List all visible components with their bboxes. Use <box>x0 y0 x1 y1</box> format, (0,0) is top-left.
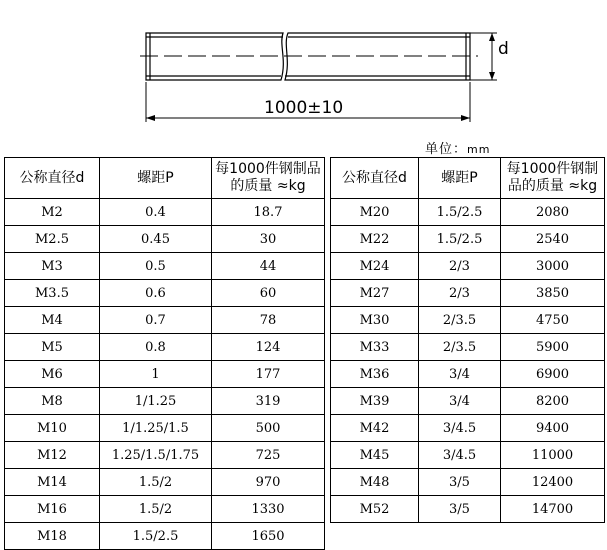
cell-size: M12 <box>5 442 100 469</box>
table-row <box>331 253 605 280</box>
cell-pitch: 3/4 <box>419 388 501 415</box>
cell-size: M2 <box>5 199 100 226</box>
table-row <box>5 280 325 307</box>
cell-size: M48 <box>331 469 419 496</box>
table-row <box>331 307 605 334</box>
cell-pitch: 2/3 <box>419 280 501 307</box>
cell-size: M20 <box>331 199 419 226</box>
cell-size: M4 <box>5 307 100 334</box>
cell-mass: 11000 <box>501 442 605 469</box>
cell-size: M27 <box>331 280 419 307</box>
cell-mass: 14700 <box>501 496 605 523</box>
table-row <box>5 469 325 496</box>
cell-mass: 3000 <box>501 253 605 280</box>
cell-pitch: 3/4.5 <box>419 442 501 469</box>
left-spec-table <box>4 157 325 550</box>
cell-size: M42 <box>331 415 419 442</box>
header-size: 公称直径d <box>5 158 100 199</box>
cell-mass: 725 <box>212 442 325 469</box>
cell-pitch: 2/3.5 <box>419 307 501 334</box>
cell-mass: 6900 <box>501 361 605 388</box>
cell-size: M3.5 <box>5 280 100 307</box>
cell-mass: 78 <box>212 307 325 334</box>
cell-pitch: 3/4 <box>419 361 501 388</box>
cell-pitch: 1 <box>100 361 212 388</box>
cell-mass: 500 <box>212 415 325 442</box>
cell-size: M45 <box>331 442 419 469</box>
table-row <box>331 496 605 523</box>
header-mass: 每1000件钢制品的质量 ≈kg <box>212 158 325 199</box>
cell-size: M36 <box>331 361 419 388</box>
table-row <box>5 415 325 442</box>
cell-pitch: 1.5/2 <box>100 469 212 496</box>
table-row <box>331 226 605 253</box>
table-row <box>5 442 325 469</box>
cell-pitch: 3/5 <box>419 496 501 523</box>
cell-pitch: 2/3 <box>419 253 501 280</box>
cell-mass: 60 <box>212 280 325 307</box>
unit-note <box>425 138 490 157</box>
cell-mass: 1650 <box>212 523 325 550</box>
cell-size: M33 <box>331 334 419 361</box>
table-row <box>331 280 605 307</box>
cell-mass: 970 <box>212 469 325 496</box>
cell-size: M3 <box>5 253 100 280</box>
table-row <box>5 496 325 523</box>
cell-size: M16 <box>5 496 100 523</box>
table-row <box>5 334 325 361</box>
cell-mass: 1330 <box>212 496 325 523</box>
cell-pitch: 0.4 <box>100 199 212 226</box>
cell-pitch: 3/5 <box>419 469 501 496</box>
cell-pitch: 1/1.25 <box>100 388 212 415</box>
cell-pitch: 1.5/2.5 <box>419 199 501 226</box>
cell-pitch: 0.5 <box>100 253 212 280</box>
header-pitch: 螺距P <box>100 158 212 199</box>
cell-size: M39 <box>331 388 419 415</box>
cell-mass: 3850 <box>501 280 605 307</box>
cell-mass: 5900 <box>501 334 605 361</box>
cell-mass: 18.7 <box>212 199 325 226</box>
cell-size: M2.5 <box>5 226 100 253</box>
header-pitch: 螺距P <box>419 158 501 199</box>
table-header-row <box>331 158 605 199</box>
cell-pitch: 1.25/1.5/1.75 <box>100 442 212 469</box>
cell-size: M24 <box>331 253 419 280</box>
cell-mass: 2080 <box>501 199 605 226</box>
cell-size: M14 <box>5 469 100 496</box>
table-row <box>331 442 605 469</box>
cell-mass: 177 <box>212 361 325 388</box>
unit-label: 单位： <box>425 142 468 157</box>
table-header-row <box>5 158 325 199</box>
cell-mass: 8200 <box>501 388 605 415</box>
unit-value: mm <box>467 143 491 156</box>
table-row <box>331 199 605 226</box>
length-label: 1000±10 <box>264 98 344 118</box>
cell-mass: 44 <box>212 253 325 280</box>
cell-pitch: 0.6 <box>100 280 212 307</box>
table-row <box>5 388 325 415</box>
right-spec-table <box>330 157 605 523</box>
cell-mass: 12400 <box>501 469 605 496</box>
cell-size: M5 <box>5 334 100 361</box>
table-row <box>5 253 325 280</box>
table-row <box>5 523 325 550</box>
cell-mass: 2540 <box>501 226 605 253</box>
cell-pitch: 1/1.25/1.5 <box>100 415 212 442</box>
header-mass: 每1000件钢制品的质量 ≈kg <box>501 158 605 199</box>
cell-size: M18 <box>5 523 100 550</box>
table-row <box>5 226 325 253</box>
cell-mass: 30 <box>212 226 325 253</box>
cell-pitch: 0.8 <box>100 334 212 361</box>
cell-pitch: 2/3.5 <box>419 334 501 361</box>
cell-size: M8 <box>5 388 100 415</box>
table-row <box>5 199 325 226</box>
cell-pitch: 0.7 <box>100 307 212 334</box>
diameter-label: d <box>498 39 509 59</box>
cell-mass: 124 <box>212 334 325 361</box>
table-row <box>331 361 605 388</box>
cell-pitch: 1.5/2.5 <box>100 523 212 550</box>
cell-pitch: 3/4.5 <box>419 415 501 442</box>
cell-size: M22 <box>331 226 419 253</box>
table-row <box>331 415 605 442</box>
cell-pitch: 1.5/2.5 <box>419 226 501 253</box>
cell-pitch: 0.45 <box>100 226 212 253</box>
threaded-rod-drawing <box>0 0 607 140</box>
cell-size: M52 <box>331 496 419 523</box>
header-size: 公称直径d <box>331 158 419 199</box>
table-row <box>331 469 605 496</box>
cell-mass: 9400 <box>501 415 605 442</box>
cell-mass: 319 <box>212 388 325 415</box>
cell-pitch: 1.5/2 <box>100 496 212 523</box>
table-row <box>5 307 325 334</box>
table-row <box>331 388 605 415</box>
cell-size: M10 <box>5 415 100 442</box>
cell-mass: 4750 <box>501 307 605 334</box>
table-row <box>331 334 605 361</box>
cell-size: M30 <box>331 307 419 334</box>
cell-size: M6 <box>5 361 100 388</box>
table-row <box>5 361 325 388</box>
